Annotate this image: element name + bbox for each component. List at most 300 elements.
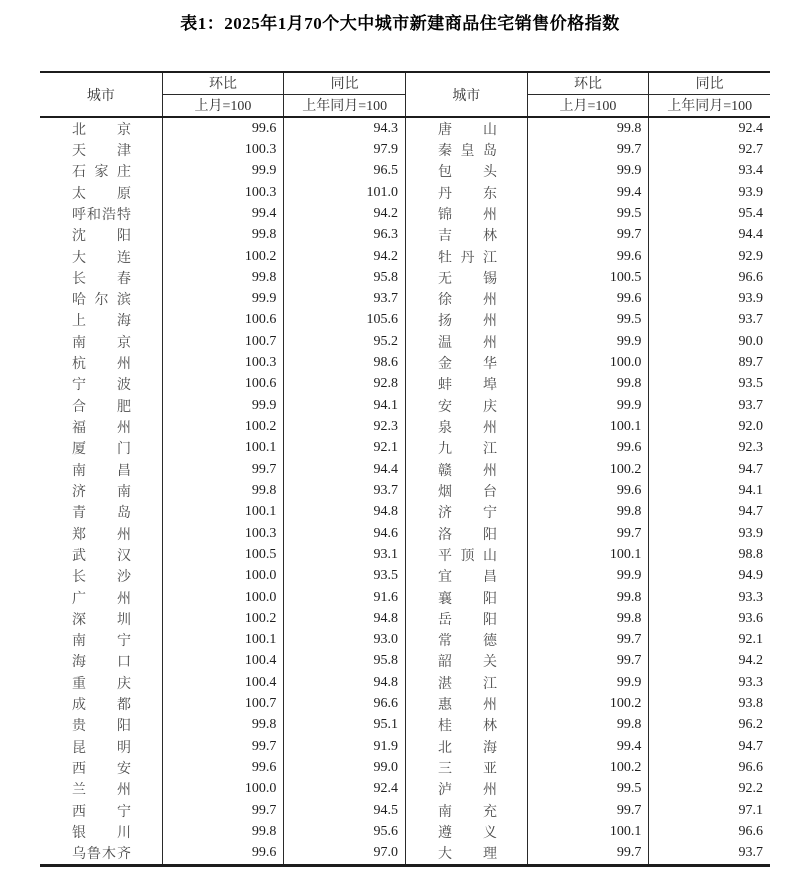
mom-value: 99.5 (527, 310, 649, 331)
city-name: 泉 州 (437, 421, 497, 437)
city-name: 岳 阳 (437, 612, 497, 628)
city-cell (40, 480, 162, 501)
city-name: 锦 州 (437, 207, 497, 223)
mom-value: 100.2 (162, 246, 284, 267)
mom-value: 99.9 (162, 161, 284, 182)
city-name: 厦 门 (72, 442, 131, 458)
yoy-value: 94.2 (283, 246, 405, 267)
mom-value: 100.2 (162, 608, 284, 629)
table-row (40, 289, 770, 310)
mom-value: 99.4 (527, 182, 649, 203)
yoy-value: 93.4 (648, 161, 770, 182)
yoy-value: 98.6 (283, 352, 405, 373)
mom-value: 99.7 (527, 843, 649, 864)
yoy-value: 95.8 (283, 267, 405, 288)
table-body (40, 118, 770, 864)
city-cell (40, 374, 162, 395)
mom-value: 99.4 (527, 736, 649, 757)
city-name: 济 宁 (437, 506, 497, 522)
yoy-value: 93.5 (648, 374, 770, 395)
table-row (40, 416, 770, 437)
city-cell (405, 672, 527, 693)
mom-value: 100.1 (162, 502, 284, 523)
mom-value: 99.4 (162, 203, 284, 224)
table-row (40, 779, 770, 800)
yoy-value: 96.5 (283, 161, 405, 182)
city-name: 湛 江 (437, 676, 497, 692)
header-mom-right: 环比 (527, 73, 649, 95)
table-row (40, 267, 770, 288)
yoy-value: 93.9 (648, 182, 770, 203)
city-cell (405, 651, 527, 672)
yoy-value: 92.2 (648, 779, 770, 800)
mom-value: 99.5 (527, 779, 649, 800)
table-row (40, 161, 770, 182)
city-cell (405, 118, 527, 139)
price-index-table (40, 71, 770, 867)
city-name: 徐 州 (437, 293, 497, 309)
mom-value: 100.2 (527, 693, 649, 714)
mom-value: 100.4 (162, 672, 284, 693)
mom-value: 99.7 (527, 651, 649, 672)
yoy-value: 95.1 (283, 715, 405, 736)
mom-value: 99.7 (162, 736, 284, 757)
yoy-value: 95.4 (648, 203, 770, 224)
mom-value: 99.6 (527, 246, 649, 267)
city-name: 包 头 (437, 165, 497, 181)
yoy-value: 94.5 (283, 800, 405, 821)
header-yoy-base-left: 上年同月=100 (283, 95, 405, 117)
yoy-value: 92.7 (648, 139, 770, 160)
city-name: 南 宁 (72, 634, 131, 650)
city-name: 平 顶 山 (437, 548, 497, 564)
table-row (40, 800, 770, 821)
city-cell (405, 438, 527, 459)
yoy-value: 96.6 (648, 757, 770, 778)
city-cell (40, 502, 162, 523)
yoy-value: 94.7 (648, 459, 770, 480)
city-name: 三 亚 (437, 762, 497, 778)
yoy-value: 93.7 (648, 843, 770, 864)
table-row (40, 523, 770, 544)
city-cell (40, 289, 162, 310)
city-cell (40, 757, 162, 778)
mom-value: 99.8 (527, 502, 649, 523)
city-cell (40, 587, 162, 608)
yoy-value: 97.9 (283, 139, 405, 160)
city-cell (40, 161, 162, 182)
city-name: 安 庆 (437, 399, 497, 415)
table-row (40, 438, 770, 459)
yoy-value: 95.2 (283, 331, 405, 352)
city-name: 济 南 (72, 484, 131, 500)
city-cell (405, 267, 527, 288)
yoy-value: 92.9 (648, 246, 770, 267)
city-cell (40, 139, 162, 160)
city-name: 北 京 (72, 122, 131, 138)
city-cell (405, 395, 527, 416)
city-name: 西 宁 (72, 804, 131, 820)
mom-value: 99.7 (527, 523, 649, 544)
mom-value: 100.1 (527, 544, 649, 565)
city-name: 石 家 庄 (72, 165, 131, 181)
table-row (40, 331, 770, 352)
city-name: 天 津 (72, 143, 131, 159)
mom-value: 100.0 (527, 352, 649, 373)
yoy-value: 90.0 (648, 331, 770, 352)
city-cell (40, 118, 162, 139)
city-name: 深 圳 (72, 612, 131, 628)
city-cell (405, 630, 527, 651)
page-title: 表1：2025年1月70个大中城市新建商品住宅销售价格指数 (180, 14, 620, 33)
city-name: 南 充 (437, 804, 497, 820)
yoy-value: 96.6 (648, 821, 770, 842)
mom-value: 99.8 (527, 715, 649, 736)
city-cell (405, 544, 527, 565)
city-cell (40, 843, 162, 864)
city-cell (405, 800, 527, 821)
table-row (40, 651, 770, 672)
mom-value: 99.9 (527, 566, 649, 587)
city-cell (40, 459, 162, 480)
city-cell (40, 267, 162, 288)
city-cell (405, 289, 527, 310)
header-yoy-base-right: 上年同月=100 (648, 95, 770, 117)
mom-value: 100.4 (162, 651, 284, 672)
yoy-value: 93.7 (283, 480, 405, 501)
yoy-value: 94.7 (648, 502, 770, 523)
yoy-value: 93.9 (648, 523, 770, 544)
table-row (40, 480, 770, 501)
yoy-value: 93.7 (283, 289, 405, 310)
yoy-value: 93.3 (648, 587, 770, 608)
mom-value: 100.5 (162, 544, 284, 565)
city-name: 秦 皇 岛 (437, 143, 497, 159)
mom-value: 99.8 (162, 267, 284, 288)
header-city-right: 城市 (405, 73, 527, 116)
city-cell (40, 608, 162, 629)
mom-value: 100.5 (527, 267, 649, 288)
city-cell (405, 310, 527, 331)
yoy-value: 93.1 (283, 544, 405, 565)
mom-value: 99.6 (162, 843, 284, 864)
city-name: 长 沙 (72, 570, 131, 586)
table-row (40, 843, 770, 864)
mom-value: 99.9 (527, 395, 649, 416)
city-cell (40, 544, 162, 565)
city-name: 海 口 (72, 655, 131, 671)
city-name: 福 州 (72, 421, 131, 437)
city-name: 银 川 (72, 825, 131, 841)
yoy-value: 94.2 (648, 651, 770, 672)
yoy-value: 94.8 (283, 608, 405, 629)
city-cell (405, 182, 527, 203)
city-cell (40, 310, 162, 331)
city-name: 唐 山 (437, 122, 497, 138)
mom-value: 99.8 (527, 118, 649, 139)
header-mom-base-left: 上月=100 (162, 95, 284, 117)
city-cell (405, 779, 527, 800)
mom-value: 100.2 (162, 416, 284, 437)
city-name: 扬 州 (437, 314, 497, 330)
city-name: 洛 阳 (437, 527, 497, 543)
yoy-value: 92.8 (283, 374, 405, 395)
table-row (40, 352, 770, 373)
mom-value: 99.9 (162, 395, 284, 416)
city-name: 杭 州 (72, 357, 131, 373)
yoy-value: 93.0 (283, 630, 405, 651)
yoy-value: 94.8 (283, 672, 405, 693)
city-name: 北 海 (437, 740, 497, 756)
city-cell (40, 779, 162, 800)
yoy-value: 94.2 (283, 203, 405, 224)
city-name: 蚌 埠 (437, 378, 497, 394)
yoy-value: 94.6 (283, 523, 405, 544)
city-cell (405, 821, 527, 842)
mom-value: 99.8 (527, 374, 649, 395)
city-cell (40, 438, 162, 459)
yoy-value: 92.4 (648, 118, 770, 139)
yoy-value: 96.6 (283, 693, 405, 714)
yoy-value: 97.0 (283, 843, 405, 864)
city-cell (40, 225, 162, 246)
mom-value: 99.8 (162, 480, 284, 501)
header-mom-base-right: 上月=100 (527, 95, 649, 117)
city-name: 呼 和 浩 特 (72, 207, 131, 223)
mom-value: 100.6 (162, 374, 284, 395)
yoy-value: 105.6 (283, 310, 405, 331)
mom-value: 99.9 (527, 161, 649, 182)
city-cell (40, 630, 162, 651)
city-name: 南 昌 (72, 463, 131, 479)
city-name: 西 安 (72, 762, 131, 778)
table-row (40, 374, 770, 395)
header-mom-left: 环比 (162, 73, 284, 95)
mom-value: 100.3 (162, 139, 284, 160)
mom-value: 100.0 (162, 587, 284, 608)
yoy-value: 91.6 (283, 587, 405, 608)
mom-value: 100.1 (162, 438, 284, 459)
mom-value: 100.6 (162, 310, 284, 331)
mom-value: 100.2 (527, 459, 649, 480)
city-name: 重 庆 (72, 676, 131, 692)
city-cell (40, 246, 162, 267)
city-name: 上 海 (72, 314, 131, 330)
city-cell (405, 203, 527, 224)
table-row (40, 821, 770, 842)
city-name: 宜 昌 (437, 570, 497, 586)
city-name: 无 锡 (437, 271, 497, 287)
table-header (40, 73, 770, 118)
yoy-value: 95.8 (283, 651, 405, 672)
city-cell (405, 331, 527, 352)
city-name: 郑 州 (72, 527, 131, 543)
table-row (40, 225, 770, 246)
table-row (40, 118, 770, 139)
yoy-value: 94.3 (283, 118, 405, 139)
yoy-value: 96.3 (283, 225, 405, 246)
yoy-value: 93.8 (648, 693, 770, 714)
yoy-value: 93.5 (283, 566, 405, 587)
city-cell (40, 821, 162, 842)
mom-value: 100.0 (162, 779, 284, 800)
city-cell (40, 352, 162, 373)
mom-value: 99.5 (527, 203, 649, 224)
yoy-value: 96.6 (648, 267, 770, 288)
city-cell (405, 246, 527, 267)
city-cell (405, 608, 527, 629)
city-name: 青 岛 (72, 506, 131, 522)
yoy-value: 93.6 (648, 608, 770, 629)
mom-value: 100.7 (162, 693, 284, 714)
mom-value: 99.6 (527, 438, 649, 459)
yoy-value: 92.1 (283, 438, 405, 459)
mom-value: 100.3 (162, 182, 284, 203)
city-cell (405, 161, 527, 182)
yoy-value: 92.1 (648, 630, 770, 651)
header-yoy-left: 同比 (283, 73, 405, 95)
city-name: 哈 尔 滨 (72, 293, 131, 309)
city-cell (40, 800, 162, 821)
yoy-value: 95.6 (283, 821, 405, 842)
mom-value: 100.1 (527, 416, 649, 437)
yoy-value: 94.7 (648, 736, 770, 757)
mom-value: 99.7 (527, 225, 649, 246)
city-cell (40, 416, 162, 437)
mom-value: 99.6 (527, 480, 649, 501)
yoy-value: 93.3 (648, 672, 770, 693)
table-row (40, 395, 770, 416)
table-row (40, 715, 770, 736)
city-name: 乌 鲁 木 齐 (72, 847, 131, 863)
yoy-value: 92.3 (648, 438, 770, 459)
city-cell (40, 736, 162, 757)
city-name: 惠 州 (437, 698, 497, 714)
city-name: 长 春 (72, 271, 131, 287)
city-cell (405, 566, 527, 587)
city-name: 遵 义 (437, 825, 497, 841)
city-name: 桂 林 (437, 719, 497, 735)
city-name: 南 京 (72, 335, 131, 351)
city-name: 昆 明 (72, 740, 131, 756)
yoy-value: 92.4 (283, 779, 405, 800)
city-name: 大 连 (72, 250, 131, 266)
mom-value: 99.7 (527, 139, 649, 160)
city-name: 烟 台 (437, 484, 497, 500)
mom-value: 100.0 (162, 566, 284, 587)
mom-value: 99.8 (162, 225, 284, 246)
city-cell (40, 651, 162, 672)
table-row (40, 630, 770, 651)
yoy-value: 91.9 (283, 736, 405, 757)
yoy-value: 94.1 (283, 395, 405, 416)
city-cell (40, 672, 162, 693)
city-name: 韶 关 (437, 655, 497, 671)
city-name: 常 德 (437, 634, 497, 650)
city-cell (405, 416, 527, 437)
table-row (40, 310, 770, 331)
city-cell (40, 203, 162, 224)
city-name: 太 原 (72, 186, 131, 202)
table-row (40, 693, 770, 714)
yoy-value: 94.4 (283, 459, 405, 480)
yoy-value: 99.0 (283, 757, 405, 778)
table-row (40, 203, 770, 224)
header-city-left: 城市 (86, 88, 115, 104)
table-row (40, 139, 770, 160)
city-name: 丹 东 (437, 186, 497, 202)
mom-value: 99.7 (162, 800, 284, 821)
mom-value: 100.7 (162, 331, 284, 352)
city-cell (405, 139, 527, 160)
table-row (40, 736, 770, 757)
city-name: 吉 林 (437, 229, 497, 245)
city-name: 温 州 (437, 335, 497, 351)
mom-value: 99.7 (527, 630, 649, 651)
yoy-value: 94.4 (648, 225, 770, 246)
mom-value: 100.1 (527, 821, 649, 842)
mom-value: 100.2 (527, 757, 649, 778)
table-row (40, 502, 770, 523)
city-cell (40, 693, 162, 714)
mom-value: 99.9 (162, 289, 284, 310)
mom-value: 99.8 (527, 608, 649, 629)
yoy-value: 94.1 (648, 480, 770, 501)
city-cell (40, 331, 162, 352)
mom-value: 99.6 (527, 289, 649, 310)
yoy-value: 101.0 (283, 182, 405, 203)
table-row (40, 757, 770, 778)
mom-value: 100.3 (162, 352, 284, 373)
city-name: 武 汉 (72, 548, 131, 564)
city-cell (405, 480, 527, 501)
city-cell (405, 587, 527, 608)
mom-value: 99.9 (527, 331, 649, 352)
city-cell (40, 566, 162, 587)
yoy-value: 93.7 (648, 310, 770, 331)
table-row (40, 608, 770, 629)
city-name: 赣 州 (437, 463, 497, 479)
yoy-value: 92.3 (283, 416, 405, 437)
yoy-value: 92.0 (648, 416, 770, 437)
mom-value: 100.3 (162, 523, 284, 544)
city-cell (405, 352, 527, 373)
city-name: 大 理 (437, 847, 497, 863)
mom-value: 100.1 (162, 630, 284, 651)
city-name: 金 华 (437, 357, 497, 373)
yoy-value: 98.8 (648, 544, 770, 565)
city-cell (405, 225, 527, 246)
city-name: 泸 州 (437, 783, 497, 799)
mom-value: 99.8 (162, 821, 284, 842)
table-row (40, 544, 770, 565)
city-name: 合 肥 (72, 399, 131, 415)
city-cell (405, 693, 527, 714)
yoy-value: 94.8 (283, 502, 405, 523)
city-name: 成 都 (72, 698, 131, 714)
city-name: 兰 州 (72, 783, 131, 799)
city-name: 宁 波 (72, 378, 131, 394)
mom-value: 99.6 (162, 757, 284, 778)
yoy-value: 94.9 (648, 566, 770, 587)
city-cell (40, 523, 162, 544)
mom-value: 99.9 (527, 672, 649, 693)
city-cell (405, 502, 527, 523)
mom-value: 99.6 (162, 118, 284, 139)
city-name: 贵 阳 (72, 719, 131, 735)
city-cell (405, 843, 527, 864)
yoy-value: 93.7 (648, 395, 770, 416)
